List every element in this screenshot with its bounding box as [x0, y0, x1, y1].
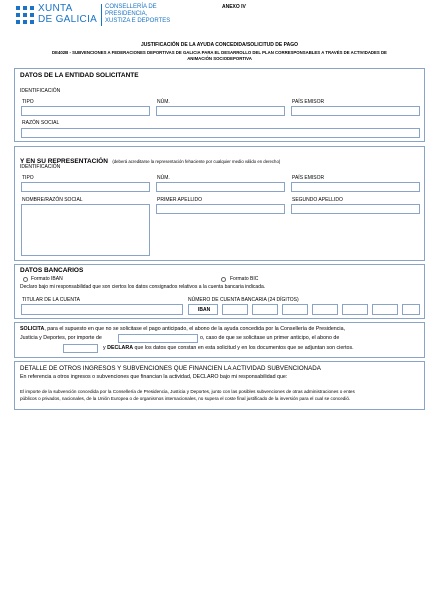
- page-subtitle: [14, 50, 425, 62]
- solicita-text-4: que los datos que constan en esta solicitud y en los documentos que se adjuntan son ciertos.: [134, 345, 354, 351]
- dept-line-2: PRESIDENCIA,: [105, 11, 148, 17]
- entity-heading: DATOS DE LA ENTIDAD SOLICITANTE: [20, 72, 139, 79]
- entity-identification-label: IDENTIFICACIÓN: [20, 88, 61, 94]
- iban-prefix-box: [188, 304, 218, 315]
- account-holder-label: TITULAR DE LA CUENTA: [22, 297, 80, 303]
- entity-pais-field[interactable]: [291, 106, 420, 116]
- solicita-text-1: , para el supuesto en que no se solicitase el pago anticipado, el abono de la ayuda concedida por la Consellería de Presidencia,: [44, 326, 345, 332]
- entity-num-field[interactable]: [156, 106, 285, 116]
- solicita-line-1: [20, 326, 345, 333]
- rep-pais-label: PAÍS EMISOR: [292, 175, 325, 181]
- iban-block-3[interactable]: [282, 304, 308, 315]
- solicita-line-4: [103, 345, 354, 352]
- bank-declaration: Declaro bajo mi responsabilidad que son ciertos los datos consignados relativos a la cuenta bancaria indicada.: [20, 284, 266, 290]
- rep-apellido1-field[interactable]: [156, 204, 285, 214]
- otros-line-1: En referencia a otros ingresos o subvenciones que financian la actividad, DECLARO bajo mi responsabilidad que:: [20, 374, 288, 380]
- iban-block-5[interactable]: [342, 304, 368, 315]
- amount-field[interactable]: [118, 334, 198, 343]
- xunta-emblem-icon: [14, 4, 36, 26]
- entity-razon-label: RAZÓN SOCIAL: [22, 120, 60, 126]
- rep-num-field[interactable]: [156, 182, 285, 192]
- rep-apellido2-field[interactable]: [291, 204, 420, 214]
- xunta-logo: [14, 3, 100, 27]
- department-name: [105, 4, 170, 25]
- rep-identification-label: IDENTIFICACIÓN: [20, 164, 61, 170]
- rep-apellido1-label: PRIMER APELLIDO: [157, 197, 203, 203]
- solicita-y: y: [103, 345, 106, 351]
- entity-section: [14, 68, 425, 142]
- rep-num-label: NÚM.: [157, 175, 170, 181]
- rep-apellido2-label: SEGUNDO APELLIDO: [292, 197, 343, 203]
- header-divider: [101, 4, 102, 26]
- rep-note: (deberá acreditarse la representación fehaciente por cualquier medio válido en derecho): [112, 159, 281, 164]
- rep-tipo-field[interactable]: [21, 182, 150, 192]
- subtitle-line-1: DE402B - SUBVENCIONES A FEDERACIONES DEPORTIVAS DE GALICIA PARA EL DESARROLLO DEL PLAN CORRESPONSABLES A TRAVÉS DE ACTIVIDADES DE: [52, 50, 387, 55]
- iban-format-label: Formato IBAN: [31, 276, 63, 282]
- dept-line-1: CONSELLERÍA DE: [105, 4, 157, 10]
- entity-pais-label: PAÍS EMISOR: [292, 99, 325, 105]
- entity-tipo-field[interactable]: [21, 106, 150, 116]
- subtitle-line-2: ANIMACIÓN SOCIODEPORTIVA: [187, 56, 252, 61]
- otros-line-2: El importe de la subvención concedida por la Consellería de Presidencia, Justicia y Deportes, junto con las posibles subvenciones de otras administraciones o entes: [20, 389, 355, 394]
- rep-nombre-field[interactable]: [21, 204, 150, 256]
- iban-block-6[interactable]: [372, 304, 398, 315]
- rep-pais-field[interactable]: [291, 182, 420, 192]
- bic-format-radio[interactable]: [221, 277, 226, 282]
- bank-heading: DATOS BANCARIOS: [20, 267, 84, 274]
- bic-format-label: Formato BIC: [230, 276, 259, 282]
- declara-word: DECLARA: [107, 345, 134, 351]
- bank-section: [14, 264, 425, 319]
- entity-tipo-label: TIPO: [22, 99, 34, 105]
- iban-block-1[interactable]: [222, 304, 248, 315]
- iban-format-radio[interactable]: [23, 277, 28, 282]
- iban-label: IBAN: [198, 307, 211, 313]
- iban-block-2[interactable]: [252, 304, 278, 315]
- solicita-word: SOLICITA: [20, 326, 45, 332]
- annex-label: ANEXO IV: [222, 4, 246, 10]
- representation-section: [14, 146, 425, 261]
- iban-block-7[interactable]: [402, 304, 420, 315]
- otros-ingresos-section: [14, 361, 425, 410]
- first-advance-amount-field[interactable]: [63, 344, 98, 353]
- solicita-line-2: Justicia y Deportes, por importe de: [20, 335, 102, 341]
- logo-text-galicia: DE GALICIA: [38, 14, 98, 25]
- account-holder-field[interactable]: [21, 304, 183, 315]
- page-title: JUSTIFICACIÓN DE LA AYUDA CONCEDIDA/SOLICITUD DE PAGO: [141, 42, 298, 48]
- solicita-section: [14, 322, 425, 358]
- rep-tipo-label: TIPO: [22, 175, 34, 181]
- account-number-label: NÚMERO DE CUENTA BANCARIA (24 DÍGITOS): [188, 297, 299, 303]
- solicita-line-3: o, caso de que se solicitase un primer anticipo, el abono de: [200, 335, 340, 341]
- entity-razon-field[interactable]: [21, 128, 420, 138]
- iban-block-4[interactable]: [312, 304, 338, 315]
- otros-line-3: públicos o privados, nacionales, de la Unión Europea o de organismos internacionales, no supera el coste final justificado de la inversión para el cual se concedió.: [20, 396, 351, 401]
- dept-line-3: XUSTIZA E DEPORTES: [105, 18, 171, 24]
- rep-heading: Y EN SU REPRESENTACIÓN: [20, 158, 108, 165]
- entity-num-label: NÚM.: [157, 99, 170, 105]
- otros-heading: DETALLE DE OTROS INGRESOS Y SUBVENCIONES QUE FINANCIEN LA ACTIVIDAD SUBVENCIONADA: [20, 365, 321, 372]
- rep-nombre-label: NOMBRE/RAZÓN SOCIAL: [22, 197, 83, 203]
- logo-text-xunta: XUNTA: [38, 3, 73, 14]
